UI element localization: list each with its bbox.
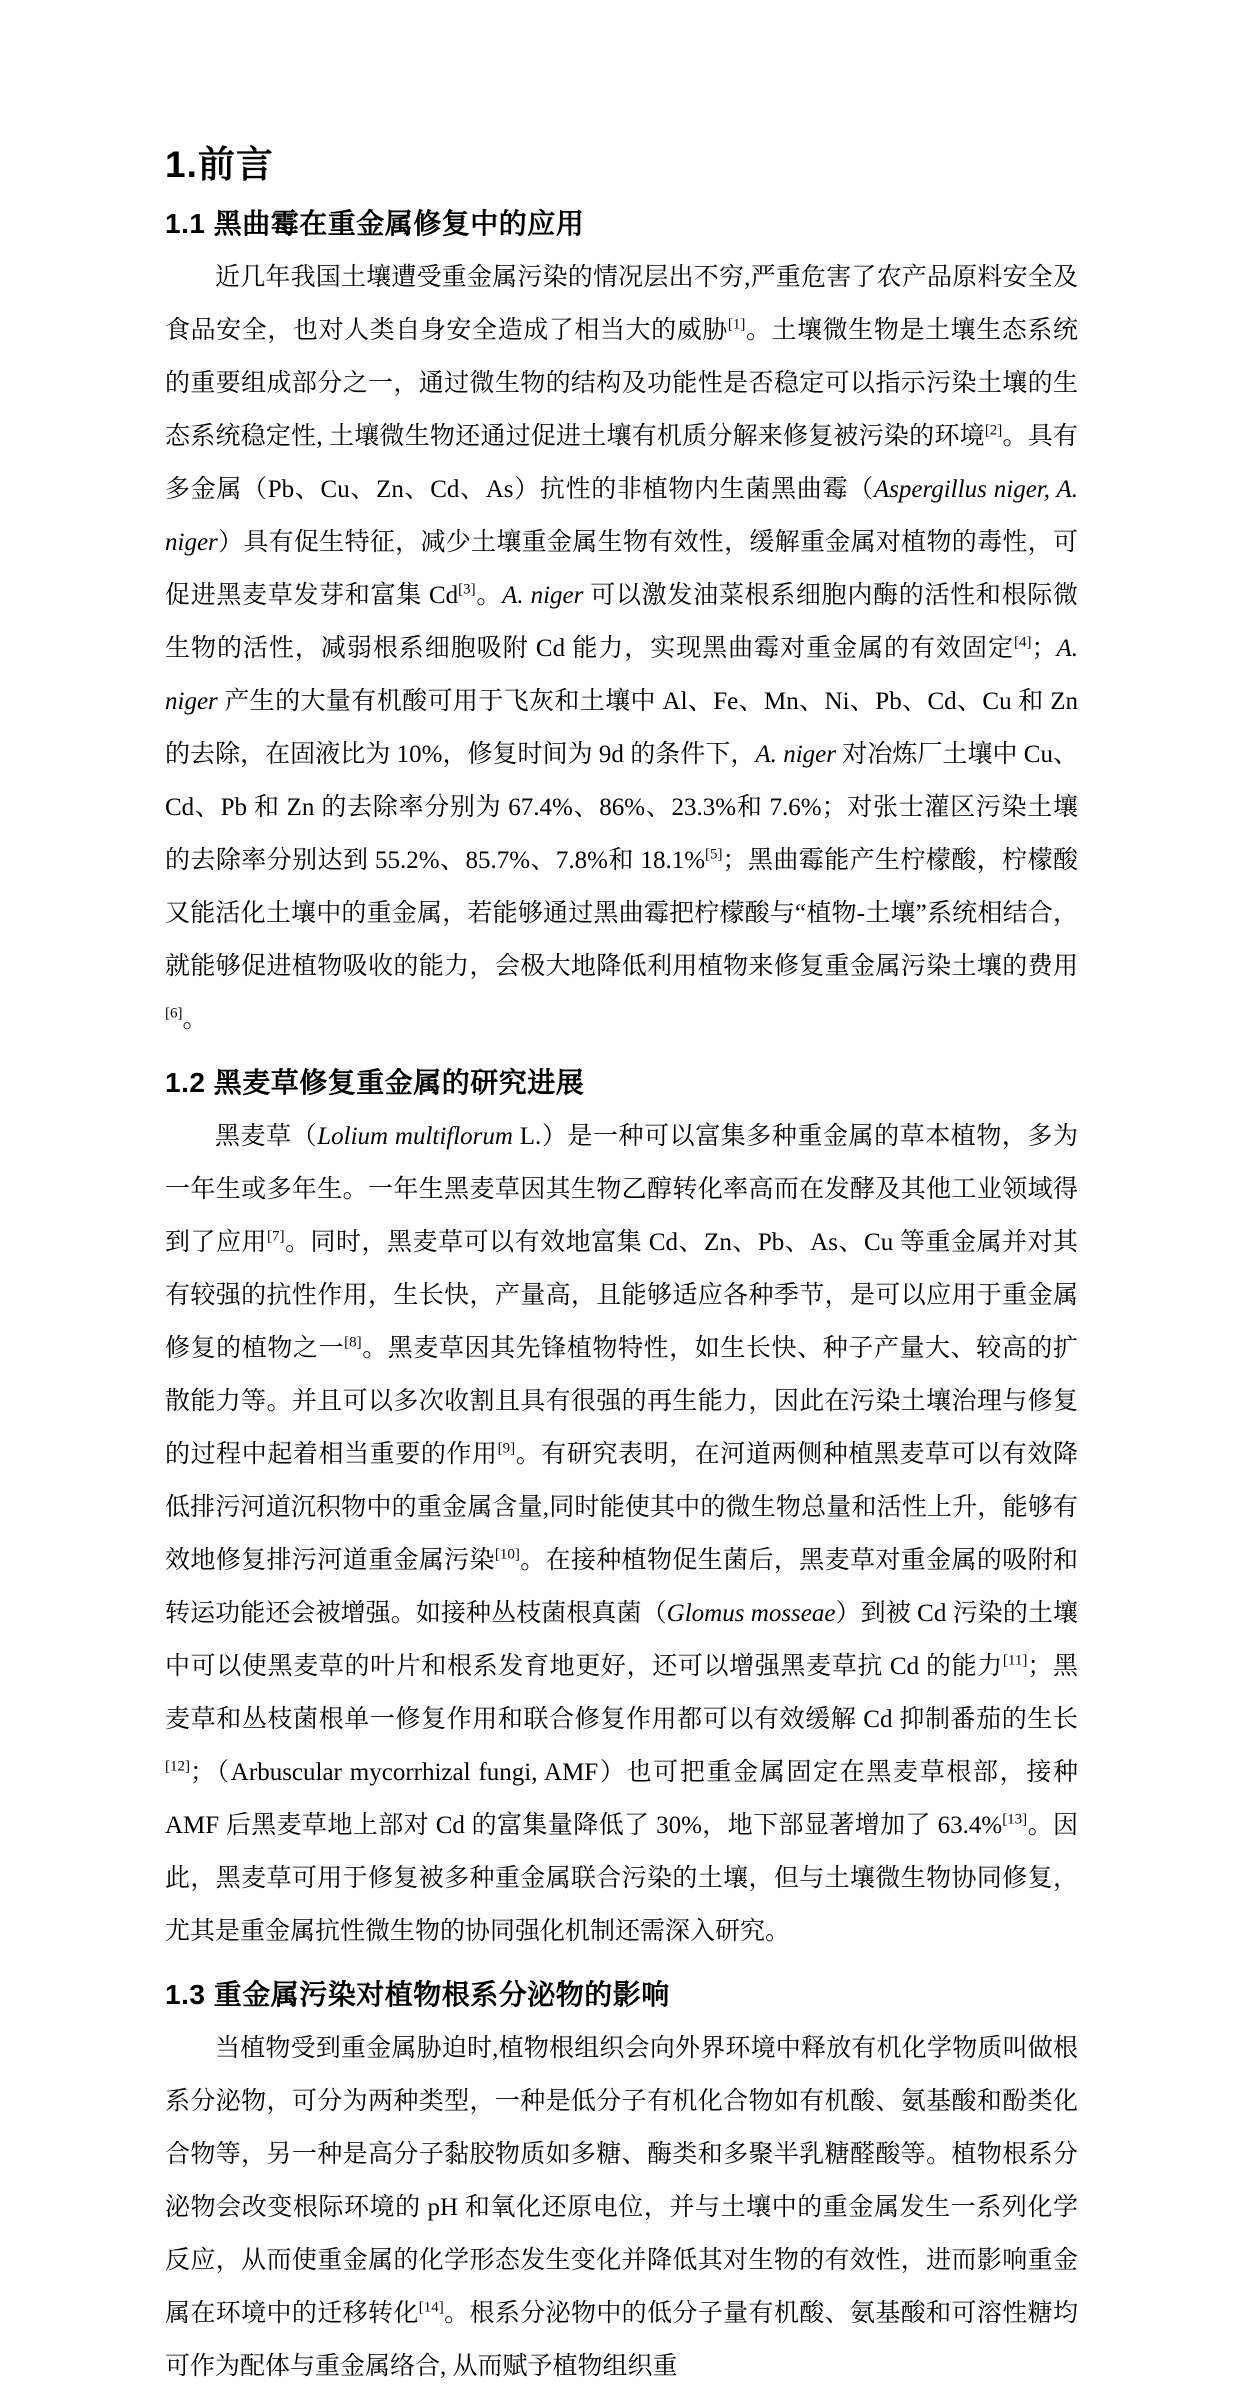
citation-superscript: [1] (727, 316, 746, 333)
citation-superscript: [7] (267, 1228, 285, 1245)
text-segment: 当植物受到重金属胁迫时,植物根组织会向外界环境中释放有机化学物质叫做根系分泌物，可分为两种类型，一种是低分子有机化合物如有机酸、氨基酸和酚类化合物等，另一种是高分子黏胶物质如多糖、酶类和多聚半乳糖醛酸等。植物根系分泌物会改变根际环境的 pH 和氧化还原电位，并与土壤中的重金属发生一系列化学反应，从而使重金属的化学形态发生变化并降低其对生物的有效性，进而影响重金属在环境中的迁移转化 (165, 2035, 1078, 2327)
species-name-italic: A. niger (502, 582, 591, 609)
section-heading-1-1: 1.1 黑曲霉在重金属修复中的应用 (165, 208, 585, 239)
section-root-exudates (165, 1974, 1078, 2393)
text-segment: 。因此，黑麦草可用于修复被多种重金属联合污染的土壤，但与土壤微生物协同修复，尤其是重金属抗性微生物的协同强化机制还需深入研究。 (165, 1812, 1078, 1945)
text-segment: 。 (475, 582, 503, 609)
text-segment: ；黑麦草和丛枝菌根单一修复作用和联合修复作用都可以有效缓解 Cd 抑制番茄的生长 (165, 1653, 1078, 1733)
paragraph-1-3 (165, 2022, 1078, 2393)
citation-superscript: [2] (984, 422, 1003, 439)
text-segment: L.）是一种可以富集多种重金属的草本植物，多为一年生或多年生。一年生黑麦草因其生物乙醇转化率高而在发酵及其他工业领域得到了应用 (165, 1123, 1078, 1256)
text-segment: ）到被 Cd 污染的土壤中可以使黑麦草的叶片和根系发育地更好，还可以增强黑麦草抗 Cd 的能力 (165, 1600, 1078, 1680)
species-name-italic: Aspergillus niger, A. niger (165, 476, 1078, 556)
citation-superscript: [13] (1002, 1811, 1028, 1828)
text-segment: ；黑曲霉能产生柠檬酸，柠檬酸又能活化土壤中的重金属，若能够通过黑曲霉把柠檬酸与“植物-土壤”系统相结合，就能够促进植物吸收的能力，会极大地降低利用植物来修复重金属污染土壤的费用 (165, 847, 1078, 980)
text-segment: 。在接种植物促生菌后，黑麦草对重金属的吸附和转运功能还会被增强。如接种丛枝菌根真菌（ (165, 1547, 1078, 1627)
text-segment: 对冶炼厂土壤中 Cu、Cd、Pb 和 Zn 的去除率分别为 67.4%、86%、23.3%和 7.6%；对张士灌区污染土壤的去除率分别达到 55.2%、85.7%、7.8%和 18.1% (165, 741, 1079, 874)
paragraph-1-1 (165, 251, 1078, 1046)
species-name-italic: A. niger (165, 635, 1078, 715)
species-name-italic: Lolium multiflorum (317, 1123, 513, 1150)
text-segment: 。有研究表明，在河道两侧种植黑麦草可以有效降低排污河道沉积物中的重金属含量,同时能使其中的微生物总量和活性上升，能够有效地修复排污河道重金属污染 (165, 1441, 1078, 1574)
citation-superscript: [6] (165, 1005, 183, 1022)
species-name-italic: A. niger (755, 741, 843, 768)
citation-superscript: [8] (344, 1334, 362, 1351)
citation-superscript: [12] (165, 1758, 190, 1775)
species-name-italic: Glomus mosseae (666, 1600, 836, 1627)
citation-superscript: [9] (497, 1440, 516, 1457)
citation-superscript: [10] (494, 1546, 520, 1563)
text-segment: ）具有促生特征，减少土壤重金属生物有效性，缓解重金属对植物的毒性，可促进黑麦草发芽和富集 Cd (165, 529, 1078, 609)
text-segment: ；（Arbuscular mycorrhizal fungi, AMF）也可把重金属固定在黑麦草根部，接种 AMF 后黑麦草地上部对 Cd 的富集量降低了 30%，地下部显著增加了 63.4% (165, 1759, 1078, 1839)
page-title: 1.前言 (165, 144, 274, 185)
text-segment: 。土壤微生物是土壤生态系统的重要组成部分之一，通过微生物的结构及功能性是否稳定可以指示污染土壤的生态系统稳定性, 土壤微生物还通过促进土壤有机质分解来修复被污染的环境 (165, 317, 1078, 450)
text-segment: 黑麦草（ (215, 1123, 318, 1150)
citation-superscript: [11] (1002, 1652, 1028, 1669)
text-segment: 。具有多金属（Pb、Cu、Zn、Cd、As）抗性的非植物内生菌黑曲霉（ (165, 423, 1078, 503)
text-segment: 。根系分泌物中的低分子量有机酸、氨基酸和可溶性糖均可作为配体与重金属络合, 从而赋予植物组织重 (165, 2300, 1078, 2380)
section-heading-1-3: 1.3 重金属污染对植物根系分泌物的影响 (165, 1979, 670, 2010)
section-ryegrass-progress (165, 1062, 1078, 1958)
text-segment: 产生的大量有机酸可用于飞灰和土壤中 Al、Fe、Mn、Ni、Pb、Cd、Cu 和 Zn 的去除，在固液比为 10%，修复时间为 9d 的条件下， (165, 688, 1078, 768)
text-segment: 。 (182, 1006, 208, 1033)
section-aspergillus-application (165, 203, 1078, 1046)
section-heading-1-2: 1.2 黑麦草修复重金属的研究进展 (165, 1067, 585, 1098)
citation-superscript: [4] (1013, 634, 1032, 651)
text-segment: 近几年我国土壤遭受重金属污染的情况层出不穷,严重危害了农产品原料安全及食品安全，也对人类自身安全造成了相当大的威胁 (165, 264, 1078, 344)
paragraph-1-2 (165, 1110, 1078, 1958)
citation-superscript: [5] (705, 846, 723, 863)
citation-superscript: [14] (418, 2299, 444, 2316)
text-segment: 可以激发油菜根系细胞内酶的活性和根际微生物的活性，减弱根系细胞吸附 Cd 能力，实现黑曲霉对重金属的有效固定 (165, 582, 1078, 662)
text-segment: ； (1031, 635, 1057, 662)
citation-superscript: [3] (458, 581, 476, 598)
text-segment: 。黑麦草因其先锋植物特性，如生长快、种子产量大、较高的扩散能力等。并且可以多次收割且具有很强的再生能力，因此在污染土壤治理与修复的过程中起着相当重要的作用 (165, 1335, 1078, 1468)
text-segment: 。同时，黑麦草可以有效地富集 Cd、Zn、Pb、As、Cu 等重金属并对其有较强的抗性作用，生长快，产量高，且能够适应各种季节，是可以应用于重金属修复的植物之一 (165, 1229, 1078, 1362)
